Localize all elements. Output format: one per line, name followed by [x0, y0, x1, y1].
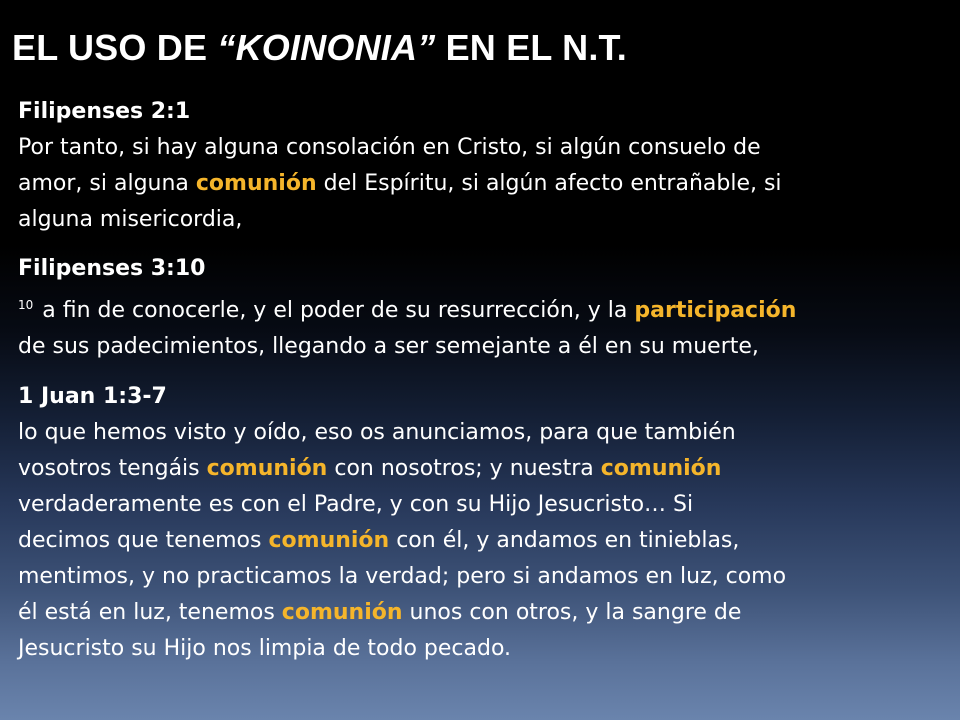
highlighted-term: comunión — [281, 600, 403, 625]
passage-line — [18, 166, 938, 202]
highlighted-term: comunión — [195, 171, 317, 196]
highlighted-term: comunión — [600, 456, 722, 481]
verse-number: 10 — [18, 298, 34, 312]
passage-line — [18, 202, 938, 238]
passage-1-juan-1-3-7 — [18, 379, 938, 667]
passage-line — [18, 595, 938, 631]
text-run: de sus padecimientos, llegando a ser semejante a él en su muerte, — [18, 334, 759, 359]
passage-line — [18, 631, 938, 667]
title-keyword: “KOINONIA” — [217, 27, 436, 68]
title-suffix: EN EL N.T. — [435, 27, 627, 68]
passage-line — [18, 487, 938, 523]
passage-line — [18, 329, 938, 365]
passage-reference: Filipenses 3:10 — [18, 256, 206, 281]
text-run: lo que hemos visto y oído, eso os anunciamos, para que también — [18, 420, 736, 445]
passage-reference: Filipenses 2:1 — [18, 99, 191, 124]
passage-line — [18, 523, 938, 559]
text-run: con nosotros; y nuestra — [327, 456, 601, 481]
passage-line — [18, 451, 938, 487]
passage-filipenses-3-10 — [18, 251, 938, 365]
highlighted-term: participación — [634, 298, 797, 323]
passage-line — [18, 287, 938, 329]
passage-line — [18, 559, 938, 595]
highlighted-term: comunión — [206, 456, 328, 481]
text-run: amor, si alguna — [18, 171, 196, 196]
text-run: mentimos, y no practicamos la verdad; pero si andamos en luz, como — [18, 564, 787, 589]
text-run: unos con otros, y la sangre de — [402, 600, 742, 625]
text-run: vosotros tengáis — [18, 456, 207, 481]
passage-line — [18, 130, 938, 166]
text-run: con él, y andamos en tinieblas, — [389, 528, 740, 553]
passages-container — [18, 94, 938, 667]
text-run: decimos que tenemos — [18, 528, 269, 553]
passage-line — [18, 415, 938, 451]
text-run: Jesucristo su Hijo nos limpia de todo pecado. — [18, 636, 512, 661]
text-run: alguna misericordia, — [18, 207, 243, 232]
highlighted-term: comunión — [268, 528, 390, 553]
text-run: a fin de conocerle, y el poder de su resurrección, y la — [35, 298, 635, 323]
text-run: Por tanto, si hay alguna consolación en Cristo, si algún consuelo de — [18, 135, 761, 160]
passage-reference: 1 Juan 1:3-7 — [18, 384, 167, 409]
passage-filipenses-2-1 — [18, 94, 938, 238]
slide-title — [12, 24, 627, 72]
text-run: él está en luz, tenemos — [18, 600, 282, 625]
text-run: verdaderamente es con el Padre, y con su Hijo Jesucristo… Si — [18, 492, 694, 517]
text-run: del Espíritu, si algún afecto entrañable, si — [316, 171, 782, 196]
title-prefix: EL USO DE — [12, 27, 218, 68]
